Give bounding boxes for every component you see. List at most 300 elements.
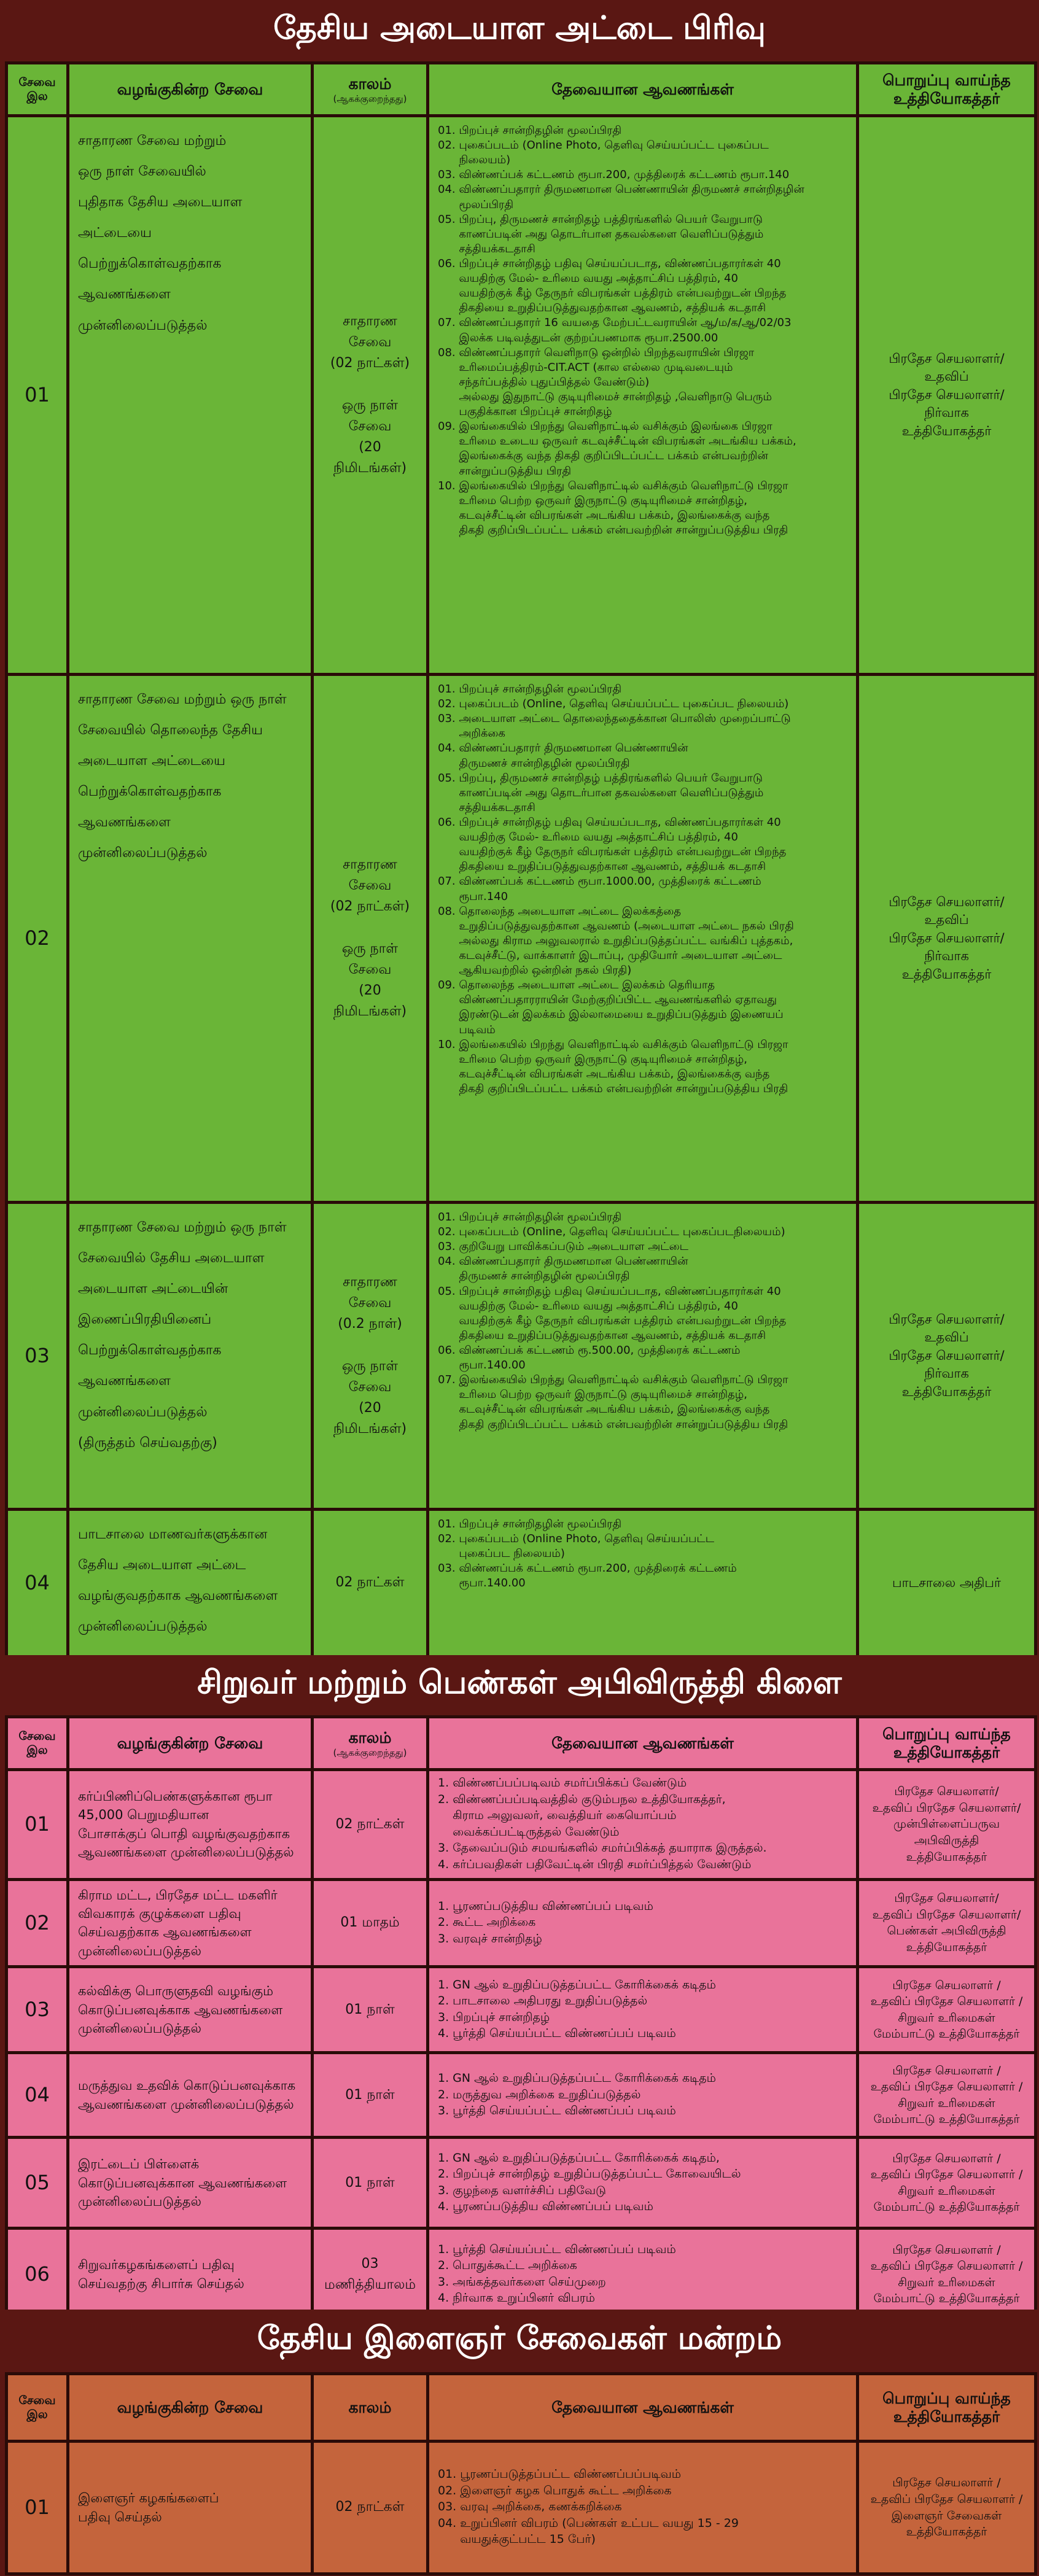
table-row bbox=[7, 2053, 1036, 2138]
document-line: 05. பிறப்பு, திருமணச் சான்றிதழ் பத்திரங்களில் பெயர் வேறுபாடு bbox=[438, 771, 763, 785]
required-documents bbox=[428, 2053, 858, 2138]
service-line: முன்னிலைப்படுத்தல் bbox=[78, 317, 208, 333]
service-period bbox=[313, 675, 428, 1203]
document-line: 09. தொலைந்த அடையாள அட்டை இலக்கம் தெரியாத bbox=[438, 979, 715, 992]
service-line: கிராம மட்ட, பிரதேச மட்ட மகளிர் bbox=[78, 1887, 278, 1903]
officer-line: பிரதேச செயலாளர்/ bbox=[894, 1891, 999, 1906]
officer-line: உதவிப் பிரதேச செயலாளர் / bbox=[870, 2168, 1023, 2182]
document-line: திருமணச் சான்றிதழின் மூலப்பிரதி bbox=[438, 1270, 630, 1283]
service-period bbox=[313, 2229, 428, 2321]
service-description bbox=[68, 116, 313, 675]
document-line: 08. விண்ணப்பதாரர் வெளிநாடு ஒன்றில் பிறந்தவராயின் பிரஜா bbox=[438, 346, 755, 359]
required-documents bbox=[428, 1510, 858, 1657]
required-documents bbox=[428, 116, 858, 675]
header-docs: தேவையான ஆவணங்கள் bbox=[428, 2374, 858, 2442]
document-line: வயதிற்குக் கீழ் தேருநர் விபரங்கள் பத்திரம் என்பவற்றுடன் பிறந்த bbox=[438, 845, 787, 859]
table-row bbox=[7, 1203, 1036, 1510]
document-line: உரிமை பெற்ற ஒருவர் இருநாட்டு குடியுரிமைச் சான்றிதழ், bbox=[438, 1388, 747, 1402]
period-line: சேவை bbox=[348, 418, 392, 434]
officer-line: பிரதேச செயலாளர் / bbox=[892, 2063, 1001, 2077]
period-line: (02 நாட்கள்) bbox=[330, 899, 410, 915]
document-line: 10. இலங்கையில் பிறந்து வெளிநாட்டில் வசிக்கும் வெளிநாட்டு பிரஜா bbox=[438, 1038, 788, 1051]
service-line: சேவையில் தேசிய அடையாள bbox=[78, 1251, 265, 1267]
service-line: ஆவணங்களை bbox=[78, 1373, 171, 1389]
table-row bbox=[7, 2138, 1036, 2229]
document-line: 05. பிறப்பு, திருமணச் சான்றிதழ் பத்திரங்களில் பெயர் வேறுபாடு bbox=[438, 212, 763, 226]
service-description bbox=[68, 1770, 313, 1880]
table-row bbox=[7, 675, 1036, 1203]
table-row bbox=[7, 1879, 1036, 1967]
document-line: கடவுச்சீட்டு, வாக்காளர் இடாப்பு, முதியோர் அடையாள அட்டை bbox=[438, 949, 782, 962]
period-line: ஒரு நாள் bbox=[341, 1358, 399, 1374]
period-line bbox=[322, 917, 418, 938]
document-line: சத்தியக்கடதாசி bbox=[438, 801, 535, 814]
document-line: 2. பிறப்புச் சான்றிதழ் உறுதிப்படுத்தப்பட்ட கோவையிடல் bbox=[438, 2167, 741, 2181]
service-line: முன்னிலைப்படுத்தல் bbox=[78, 1943, 201, 1958]
service-number: 01 bbox=[7, 1770, 68, 1880]
document-line: 02. புகைப்படம் (Online, தெளிவு செய்யப்பட்ட புகைப்படநிலையம்) bbox=[438, 1225, 785, 1239]
document-line: 1. பூரணப்படுத்திய விண்ணப்பப் படிவம் bbox=[438, 1899, 653, 1913]
nic-services-table bbox=[5, 61, 1034, 1655]
section-title-youth: தேசிய இளைஞர் சேவைகள் மன்றம் bbox=[0, 2310, 1039, 2371]
responsible-officer bbox=[858, 2229, 1036, 2321]
document-line: கடவுச்சீட்டின் விபரங்கள் அடங்கிய பக்கம், இலங்கைக்கு வந்த bbox=[438, 1067, 770, 1080]
service-line: முன்னிலைப்படுத்தல் bbox=[78, 2194, 201, 2209]
required-documents bbox=[428, 2229, 858, 2321]
period-line: 01 நாள் bbox=[345, 2087, 395, 2103]
period-line: 03 bbox=[361, 2256, 379, 2271]
document-line: வயதிற்கு மேல்- உரிமை வயது அத்தாட்சிப் பத்திரம், 40 bbox=[438, 831, 738, 844]
service-description bbox=[68, 2053, 313, 2138]
period-line: சேவை bbox=[348, 1379, 392, 1395]
period-line: சாதாரண bbox=[343, 857, 397, 873]
service-number: 04 bbox=[7, 1510, 68, 1657]
responsible-officer bbox=[858, 1203, 1036, 1510]
document-line: 03. குறியேறு பாவிக்கப்படும் அடையாள அட்டை bbox=[438, 1240, 688, 1254]
service-line: கொடுப்பனவுக்கான ஆவணங்களை bbox=[78, 2175, 287, 2190]
service-line: ஆவணங்களை bbox=[78, 815, 171, 831]
service-line: கர்ப்பிணிப்பெண்களுக்கான ரூபா bbox=[78, 1788, 273, 1804]
officer-line: நிர்வாக bbox=[924, 949, 969, 964]
officer-line: உத்தியோகத்தர் bbox=[901, 1384, 992, 1399]
period-line: 02 நாட்கள் bbox=[335, 1575, 405, 1591]
table-row bbox=[7, 1770, 1036, 1880]
officer-line: பிரதேச செயலாளர்/ bbox=[889, 351, 1005, 367]
service-number: 06 bbox=[7, 2229, 68, 2321]
document-line: விண்ணப்பதாரராயின் மேற்குறிப்பிட்ட ஆவணங்களில் ஏதாவது bbox=[438, 993, 777, 1007]
officer-line: உத்தியோகத்தர் bbox=[901, 966, 992, 982]
officer-line: சிறுவர் உரிமைகள் bbox=[898, 2184, 995, 2198]
service-line: முன்னிலைப்படுத்தல் bbox=[78, 1619, 208, 1635]
officer-line: பிரதேச செயலாளர்/ bbox=[889, 1348, 1005, 1363]
document-line: வயதிற்கு மேல்- உரிமை வயது அத்தாட்சிப் பத்திரம், 40 bbox=[438, 272, 738, 285]
document-line: 06. பிறப்புச் சான்றிதழ் பதிவு செய்யப்படாத, விண்ணப்பதாரர்கள் 40 bbox=[438, 257, 781, 270]
document-line: 3. பூர்த்தி செய்யப்பட்ட விண்ணப்பப் படிவம் bbox=[438, 2104, 676, 2118]
period-line: 01 மாதம் bbox=[340, 1915, 400, 1931]
document-line: 04. விண்ணப்பதாரர் திருமணமான பெண்ணாயின் bbox=[438, 742, 688, 755]
officer-line: உத்தியோகத்தர் bbox=[906, 1850, 987, 1864]
officer-line: நிர்வாக bbox=[924, 405, 969, 421]
service-line: இரட்டைப் பிள்ளைக் bbox=[78, 2157, 200, 2172]
document-line: அறிக்கை bbox=[438, 727, 505, 740]
service-period bbox=[313, 1770, 428, 1880]
service-line: இணைப்பிரதியினைப் bbox=[78, 1312, 212, 1328]
officer-line: உதவிப் பிரதேச செயலாளர் / bbox=[870, 1995, 1023, 2009]
document-line: வயதிற்கு மேல்- உரிமை வயது அத்தாட்சிப் பத்திரம், 40 bbox=[438, 1299, 738, 1313]
service-description bbox=[68, 675, 313, 1203]
period-line: (20 bbox=[359, 982, 381, 998]
officer-line: உதவிப் bbox=[924, 369, 969, 384]
document-line: 3. பிறப்புச் சான்றிதழ் bbox=[438, 2010, 550, 2024]
service-period bbox=[313, 1510, 428, 1657]
officer-line: அபிவிருத்தி bbox=[914, 1834, 979, 1848]
officer-line: மேம்பாட்டு உத்தியோகத்தர் bbox=[873, 2200, 1020, 2214]
service-line: செய்வதற்காக ஆவணங்களை bbox=[78, 1925, 252, 1940]
header-officer: பொறுப்பு வாய்ந்த உத்தியோகத்தர் bbox=[858, 1717, 1036, 1770]
service-line: மருத்துவ உதவிக் கொடுப்பனவுக்காக bbox=[78, 2078, 296, 2093]
service-line: சேவையில் தொலைந்த தேசிய bbox=[78, 723, 263, 739]
service-line: பெற்றுக்கொள்வதற்காக bbox=[78, 1343, 222, 1359]
header-service: வழங்குகின்ற சேவை bbox=[68, 2374, 313, 2442]
document-line: உரிமைப்பத்திரம்-CIT.ACT (கால எல்லை முடிவடையும் bbox=[438, 360, 733, 374]
document-line: 03. விண்ணப்பக் கட்டணம் ரூபா.200, முத்திரைக் கட்டணம் ரூபா.140 bbox=[438, 168, 790, 182]
document-line: 01. பிறப்புச் சான்றிதழின் மூலப்பிரதி bbox=[438, 124, 622, 137]
period-line: சாதாரண bbox=[343, 314, 397, 330]
section-title-nic: தேசிய அடையாள அட்டை பிரிவு bbox=[0, 0, 1039, 60]
document-line: 2. மருத்துவ அறிக்கை உறுதிப்படுத்தல் bbox=[438, 2087, 641, 2101]
document-line: 03. அடையாள அட்டை தொலைந்ததைக்கான பொலிஸ் முறைப்பாட்டு bbox=[438, 712, 791, 726]
responsible-officer bbox=[858, 116, 1036, 675]
document-line: 1. GN ஆல் உறுதிப்படுத்தப்பட்ட கோரிக்கைக் கடிதம் bbox=[438, 1977, 716, 1992]
officer-line: பிரதேச செயலாளர்/ bbox=[889, 387, 1005, 402]
officer-line: மேம்பாட்டு உத்தியோகத்தர் bbox=[873, 2027, 1020, 2041]
document-line: வயதுக்குட்பட்ட 15 பேர்) bbox=[438, 2532, 596, 2547]
period-line bbox=[322, 374, 418, 395]
document-line: காணப்படின் அது தொடர்பான தகவல்களை வெளிப்படுத்தும் bbox=[438, 227, 764, 241]
document-line: திகதி குறிப்பிடப்பட்ட பக்கம் என்பவற்றின் சான்றுப்படுத்திய பிரதி bbox=[438, 523, 788, 537]
officer-line: சிறுவர் உரிமைகள் bbox=[898, 2275, 995, 2289]
service-line: கொடுப்பனவுக்காக ஆவணங்களை bbox=[78, 2002, 283, 2017]
document-line: திருமணச் சான்றிதழின் மூலப்பிரதி bbox=[438, 756, 630, 770]
officer-line: உதவிப் bbox=[924, 912, 969, 928]
document-line: இரண்டுடன் இலக்கம் இல்லாமையை உறுதிப்படுத்தும் இணையப் bbox=[438, 1008, 784, 1022]
header-period: காலம் (ஆகக்குறைந்தது) bbox=[313, 63, 428, 116]
document-line: 1. GN ஆல் உறுதிப்படுத்தப்பட்ட கோரிக்கைக் கடிதம் bbox=[438, 2071, 716, 2085]
responsible-officer bbox=[858, 2053, 1036, 2138]
service-line: கல்விக்கு பொருளுதவி வழங்கும் bbox=[78, 1984, 273, 1999]
document-line: 06. விண்ணப்பக் கட்டணம் ரூ.500.00, முத்திரைக் கட்டணம் bbox=[438, 1343, 741, 1357]
document-line: இலங்கைக்கு வந்த திகதி குறிப்பிடப்பட்ட பக்கம் என்பவற்றின் bbox=[438, 449, 768, 463]
document-line: 2. கூட்ட அறிக்கை bbox=[438, 1915, 536, 1930]
document-line: 02. புகைப்படம் (Online Photo, தெளிவு செய்யப்பட்ட bbox=[438, 1532, 715, 1546]
document-line: சந்தர்ப்பத்தில் புதுப்பித்தல் வேண்டும்) bbox=[438, 375, 650, 389]
document-line: பகுதிக்கான பிறப்புச் சான்றிதழ் bbox=[438, 405, 612, 419]
document-line: அல்லது இதுநாட்டு குடியுரிமைச் சான்றிதழ் ,வெளிநாடு பெரும் bbox=[438, 390, 772, 403]
service-description bbox=[68, 2138, 313, 2229]
document-line: 05. பிறப்புச் சான்றிதழ் பதிவு செய்யப்படாத, விண்ணப்பதாரர்கள் 40 bbox=[438, 1284, 781, 1298]
service-description bbox=[68, 1879, 313, 1967]
period-line: சாதாரண bbox=[343, 1274, 397, 1290]
document-line: கடவுச்சீட்டின் விபரங்கள் அடங்கிய பக்கம், இலங்கைக்கு வந்த bbox=[438, 1403, 770, 1416]
document-line: உரிமை உடைய ஒருவர் கடவுச்சீட்டின் விபரங்கள் அடங்கிய பக்கம், bbox=[438, 435, 796, 448]
service-description bbox=[68, 2442, 313, 2574]
document-line: நிலையம்) bbox=[438, 153, 511, 167]
header-no: சேவை இல bbox=[7, 63, 68, 116]
service-line: 45,000 பெறுமதியான bbox=[78, 1807, 209, 1823]
required-documents bbox=[428, 675, 858, 1203]
service-line: இளைஞர் கழகங்களைப் bbox=[78, 2491, 219, 2506]
service-period bbox=[313, 2053, 428, 2138]
table-row bbox=[7, 1967, 1036, 2053]
period-line: நிமிடங்கள்) bbox=[333, 1003, 407, 1019]
period-line: (0.2 நாள்) bbox=[338, 1316, 402, 1332]
document-line: 2. விண்ணப்பப்படிவத்தில் குடும்பநல உத்தியோகத்தர், bbox=[438, 1792, 726, 1806]
officer-line: பிரதேச செயலாளர்/ bbox=[889, 1312, 1005, 1327]
document-line: 07. இலங்கையில் பிறந்து வெளிநாட்டில் வசிக்கும் வெளிநாட்டு பிரஜா bbox=[438, 1373, 788, 1387]
officer-line: பிரதேச செயலாளர்/ bbox=[889, 894, 1005, 910]
document-line: உறுதிப்படுத்துவதற்கான ஆவணம் (அடையாள அட்டை நகல் பிரதி bbox=[438, 919, 794, 933]
officer-line: உத்தியோகத்தர் bbox=[906, 1941, 987, 1955]
header-officer: பொறுப்பு வாய்ந்த உத்தியோகத்தர் bbox=[858, 2374, 1036, 2442]
period-line: (20 bbox=[359, 1400, 381, 1416]
officer-line: மேம்பாட்டு உத்தியோகத்தர் bbox=[873, 2112, 1020, 2127]
service-line: தேசிய அடையாள அட்டை bbox=[78, 1558, 246, 1573]
document-line: சான்றுப்படுத்திய பிரதி bbox=[438, 464, 572, 478]
responsible-officer bbox=[858, 1879, 1036, 1967]
service-line: ஆவணங்களை முன்னிலைப்படுத்தல் bbox=[78, 1845, 294, 1860]
document-line: வயதிற்குக் கீழ் தேருநர் விபரங்கள் பத்திரம் என்பவற்றுடன் பிறந்த bbox=[438, 1314, 787, 1327]
period-line: நிமிடங்கள்) bbox=[333, 1421, 407, 1437]
officer-line: மேம்பாட்டு உத்தியோகத்தர் bbox=[873, 2292, 1020, 2306]
service-line: வழங்குவதற்காக ஆவணங்களை bbox=[78, 1588, 278, 1604]
service-line: செய்வதற்கு சிபார்சு செய்தல் bbox=[78, 2276, 244, 2291]
service-line: விவகாரக் குழுக்களை பதிவு bbox=[78, 1906, 241, 1921]
officer-line: நிர்வாக bbox=[924, 1366, 969, 1381]
required-documents bbox=[428, 2442, 858, 2574]
officer-line: உதவிப் பிரதேச செயலாளர்/ bbox=[872, 1801, 1021, 1815]
period-line: மணித்தியாலம் bbox=[324, 2276, 416, 2292]
service-period bbox=[313, 2442, 428, 2574]
officer-line: பிரதேச செயலாளர் / bbox=[892, 2151, 1001, 2165]
officer-line: பிரதேச செயலாளர்/ bbox=[894, 1785, 999, 1799]
service-description bbox=[68, 1967, 313, 2053]
officer-line: பிரதேச செயலாளர் / bbox=[892, 1978, 1001, 1992]
document-line: 01. பிறப்புச் சான்றிதழின் மூலப்பிரதி bbox=[438, 683, 622, 696]
service-line: முன்னிலைப்படுத்தல் bbox=[78, 1404, 208, 1420]
service-number: 02 bbox=[7, 675, 68, 1203]
header-no: சேவை இல bbox=[7, 2374, 68, 2442]
officer-line: முன்பிள்ளைப்பருவ bbox=[893, 1817, 1000, 1831]
table-header-row bbox=[7, 1717, 1036, 1770]
period-line: 01 நாள் bbox=[345, 2174, 395, 2190]
officer-line: பாடசாலை அதிபர் bbox=[892, 1575, 1002, 1590]
document-line: அல்லது கிராம அலுவலரால் உறுதிப்படுத்தப்பட்ட வங்கிப் புத்தகம், bbox=[438, 934, 793, 947]
document-line: 10. இலங்கையில் பிறந்து வெளிநாட்டில் வசிக்கும் வெளிநாட்டு பிரஜா bbox=[438, 479, 788, 492]
document-line: ஆகியவற்றில் ஒன்றின் நகல் பிரதி) bbox=[438, 964, 632, 977]
document-line: 01. பிறப்புச் சான்றிதழின் மூலப்பிரதி bbox=[438, 1518, 622, 1530]
document-line: திகதியை உறுதிப்படுத்துவதற்கான ஆவணம், சத்தியக் கடதாசி bbox=[438, 1329, 766, 1342]
period-line: நிமிடங்கள்) bbox=[333, 460, 407, 476]
document-line: 01. பிறப்புச் சான்றிதழின் மூலப்பிரதி bbox=[438, 1211, 622, 1224]
service-line: முன்னிலைப்படுத்தல் bbox=[78, 2021, 201, 2036]
service-line: போசாக்குப் பொதி வழங்குவதற்காக bbox=[78, 1826, 290, 1841]
officer-line: பிரதேச செயலாளர்/ bbox=[889, 930, 1005, 945]
document-line: 2. பாடசாலை அதிபரது உறுதிப்படுத்தல் bbox=[438, 1994, 648, 2008]
document-line: 08. தொலைந்த அடையாள அட்டை இலக்கத்தை bbox=[438, 904, 681, 918]
required-documents bbox=[428, 1203, 858, 1510]
officer-line: சிறுவர் உரிமைகள் bbox=[898, 2096, 995, 2110]
responsible-officer bbox=[858, 1770, 1036, 1880]
document-line: திகதியை உறுதிப்படுத்துவதற்கான ஆவணம், சத்தியக் கடதாசி bbox=[438, 860, 766, 874]
child-women-services-table bbox=[5, 1715, 1034, 2310]
service-line: அடையாள அட்டையை bbox=[78, 753, 225, 769]
period-line: சேவை bbox=[348, 961, 392, 977]
officer-line: சிறுவர் உரிமைகள் bbox=[898, 2011, 995, 2025]
service-description bbox=[68, 1510, 313, 1657]
period-line: 02 நாட்கள் bbox=[335, 1816, 405, 1832]
document-line: 01. பூரணப்படுத்தப்பட்ட விண்ணப்பப்படிவம் bbox=[438, 2467, 681, 2481]
table-row bbox=[7, 116, 1036, 675]
period-line: 02 நாட்கள் bbox=[335, 2499, 405, 2515]
document-line: காணப்படின் அது தொடர்பான தகவல்களை வெளிப்படுத்தும் bbox=[438, 786, 764, 799]
period-line: 01 நாள் bbox=[345, 2001, 395, 2017]
document-line: 4. கர்ப்பவதிகள் பதிவேட்டின் பிரதி சமர்ப்பித்தல் வேண்டும் bbox=[438, 1857, 752, 1871]
header-officer: பொறுப்பு வாய்ந்த உத்தியோகத்தர் bbox=[858, 63, 1036, 116]
service-line: சாதாரண சேவை மற்றும் ஒரு நாள் bbox=[78, 1220, 287, 1235]
officer-line: இளைஞர் சேவைகள் bbox=[891, 2508, 1002, 2523]
document-line: உரிமை பெற்ற ஒருவர் இருநாட்டு குடியுரிமைச் சான்றிதழ், bbox=[438, 1052, 747, 1066]
header-no: சேவை இல bbox=[7, 1717, 68, 1770]
document-line: கிராம அலுவலர், வைத்தியர் கையொப்பம் bbox=[438, 1809, 677, 1823]
header-service: வழங்குகின்ற சேவை bbox=[68, 1717, 313, 1770]
service-line: (திருத்தம் செய்வதற்கு) bbox=[78, 1435, 217, 1451]
period-line: ஒரு நாள் bbox=[341, 397, 399, 413]
header-period: காலம் (ஆகக்குறைந்தது) bbox=[313, 1717, 428, 1770]
document-line: 04. விண்ணப்பதாரர் திருமணமான பெண்ணாயின் திருமணச் சான்றிதழின் bbox=[438, 183, 804, 196]
document-line: 03. வரவு அறிக்கை, கணக்கறிக்கை bbox=[438, 2500, 622, 2514]
required-documents bbox=[428, 1770, 858, 1880]
document-line: சத்தியக்கடதாசி bbox=[438, 242, 535, 255]
document-line: கடவுச்சீட்டின் விபரங்கள் அடங்கிய பக்கம், இலங்கைக்கு வந்த bbox=[438, 508, 770, 522]
service-period bbox=[313, 116, 428, 675]
period-line bbox=[322, 1335, 418, 1356]
officer-line: பிரதேச செயலாளர் / bbox=[892, 2476, 1001, 2490]
period-line: ஒரு நாள் bbox=[341, 941, 399, 956]
table-row bbox=[7, 1510, 1036, 1657]
document-line: வைக்கப்பட்டிருத்தல் வேண்டும் bbox=[438, 1825, 620, 1839]
header-period: காலம் bbox=[313, 2374, 428, 2442]
service-line: புதிதாக தேசிய அடையாள bbox=[78, 195, 243, 211]
required-documents bbox=[428, 1967, 858, 2053]
document-line: ரூபா.140.00 bbox=[438, 1359, 526, 1372]
document-line: 04. உறுப்பினர் விபரம் (பெண்கள் உட்பட வயது 15 - 29 bbox=[438, 2516, 739, 2530]
period-line: சேவை bbox=[348, 1295, 392, 1311]
document-line: 3. அங்கத்தவர்களை செய்முறை bbox=[438, 2275, 606, 2289]
document-line: 4. பூரணப்படுத்திய விண்ணப்பப் படிவம் bbox=[438, 2200, 653, 2214]
service-number: 02 bbox=[7, 1879, 68, 1967]
document-line: வயதிற்குக் கீழ் தேருநர் விபரங்கள் பத்திரம் என்பவற்றுடன் பிறந்த bbox=[438, 287, 787, 300]
officer-line: உதவிப் பிரதேச செயலாளர் / bbox=[870, 2492, 1023, 2506]
document-line: 1. பூர்த்தி செய்யப்பட்ட விண்ணப்பப் படிவம் bbox=[438, 2242, 676, 2256]
document-line: 4. பூர்த்தி செய்யப்பட்ட விண்ணப்பப் படிவம் bbox=[438, 2027, 676, 2041]
service-line: அட்டையை bbox=[78, 225, 152, 241]
document-line: 02. புகைப்படம் (Online Photo, தெளிவு செய்யப்பட்ட புகைப்பட bbox=[438, 139, 769, 152]
document-line: 03. விண்ணப்பக் கட்டணம் ரூபா.200, முத்திரைக் கட்டணம் bbox=[438, 1562, 737, 1575]
service-number: 01 bbox=[7, 116, 68, 675]
service-number: 04 bbox=[7, 2053, 68, 2138]
document-line: 3. தேவைப்படும் சமயங்களில் சமர்ப்பிக்கத் தயாராக இருத்தல். bbox=[438, 1841, 767, 1855]
service-line: சாதாரண சேவை மற்றும் ஒரு நாள் bbox=[78, 692, 287, 707]
table-header-row bbox=[7, 63, 1036, 116]
service-line: ஆவணங்களை முன்னிலைப்படுத்தல் bbox=[78, 2097, 294, 2112]
document-line: திகதி குறிப்பிடப்பட்ட பக்கம் என்பவற்றின் சான்றுப்படுத்திய பிரதி bbox=[438, 1082, 788, 1095]
service-line: சிறுவர்கழகங்களைப் பதிவு bbox=[78, 2257, 235, 2273]
period-line: சேவை bbox=[348, 878, 392, 894]
document-line: மூலப்பிரதி bbox=[438, 198, 514, 211]
service-line: ஒரு நாள் சேவையில் bbox=[78, 164, 206, 180]
service-line: ஆவணங்களை bbox=[78, 287, 171, 303]
responsible-officer bbox=[858, 1967, 1036, 2053]
service-line: சாதாரண சேவை மற்றும் bbox=[78, 133, 227, 149]
officer-line: உத்தியோகத்தர் bbox=[906, 2525, 987, 2539]
responsible-officer bbox=[858, 2442, 1036, 2574]
service-period bbox=[313, 1879, 428, 1967]
service-description bbox=[68, 2229, 313, 2321]
officer-line: உதவிப் பிரதேச செயலாளர்/ bbox=[872, 1907, 1021, 1922]
service-period bbox=[313, 1967, 428, 2053]
officer-line: உதவிப் bbox=[924, 1330, 969, 1345]
header-service: வழங்குகின்ற சேவை bbox=[68, 63, 313, 116]
document-line: 07. விண்ணப்பதாரர் 16 வயதை மேற்பட்டவராயின் ஆ/ம/க/ஆ/02/03 bbox=[438, 316, 792, 330]
responsible-officer bbox=[858, 675, 1036, 1203]
service-period bbox=[313, 2138, 428, 2229]
document-line: 06. பிறப்புச் சான்றிதழ் பதிவு செய்யப்படாத, விண்ணப்பதாரர்கள் 40 bbox=[438, 815, 781, 829]
document-line: 1. GN ஆல் உறுதிப்படுத்தப்பட்ட கோரிக்கைக் கடிதம், bbox=[438, 2151, 720, 2165]
responsible-officer bbox=[858, 1510, 1036, 1657]
document-line: 1. விண்ணப்பப்படிவம் சமர்ப்பிக்கப் வேண்டும் bbox=[438, 1776, 687, 1790]
header-docs: தேவையான ஆவணங்கள் bbox=[428, 63, 858, 116]
required-documents bbox=[428, 2138, 858, 2229]
document-line: திகதி குறிப்பிடப்பட்ட பக்கம் என்பவற்றின் சான்றுப்படுத்திய பிரதி bbox=[438, 1418, 788, 1431]
document-line: 3. வரவுச் சான்றிதழ் bbox=[438, 1931, 542, 1946]
service-line: பெற்றுக்கொள்வதற்காக bbox=[78, 256, 222, 272]
document-line: 02. இளைஞர் கழக பொதுக் கூட்ட அறிக்கை bbox=[438, 2483, 672, 2497]
document-line: இலக்க படிவத்துடன் குற்றப்பணமாக ரூபா.2500.00 bbox=[438, 331, 718, 344]
service-number: 03 bbox=[7, 1967, 68, 2053]
table-header-row bbox=[7, 2374, 1036, 2442]
service-description bbox=[68, 1203, 313, 1510]
table-row bbox=[7, 2229, 1036, 2321]
document-line: 04. விண்ணப்பதாரர் திருமணமான பெண்ணாயின் bbox=[438, 1255, 688, 1268]
service-number: 05 bbox=[7, 2138, 68, 2229]
officer-line: பிரதேச செயலாளர் / bbox=[892, 2243, 1001, 2257]
service-number: 03 bbox=[7, 1203, 68, 1510]
document-line: 4. நிர்வாக உறுப்பினர் விபரம் bbox=[438, 2291, 595, 2305]
document-line: 3. குழந்தை வளர்ச்சிப் பதிவேடு bbox=[438, 2183, 606, 2197]
service-line: பெற்றுக்கொள்வதற்காக bbox=[78, 784, 222, 800]
youth-services-table bbox=[5, 2372, 1034, 2572]
document-line: ரூபா.140.00 bbox=[438, 1577, 526, 1590]
service-period bbox=[313, 1203, 428, 1510]
service-number: 01 bbox=[7, 2442, 68, 2574]
service-line: பாடசாலை மாணவர்களுக்கான bbox=[78, 1527, 268, 1542]
document-line: 02. புகைப்படம் (Online, தெளிவு செய்யப்பட்ட புகைப்பட நிலையம்) bbox=[438, 697, 789, 711]
service-line: பதிவு செய்தல் bbox=[78, 2509, 162, 2524]
table-row bbox=[7, 2442, 1036, 2574]
officer-line: பெண்கள் அபிவிருத்தி bbox=[887, 1924, 1006, 1938]
document-line: படிவம் bbox=[438, 1023, 496, 1036]
document-line: ரூபா.140 bbox=[438, 890, 508, 903]
